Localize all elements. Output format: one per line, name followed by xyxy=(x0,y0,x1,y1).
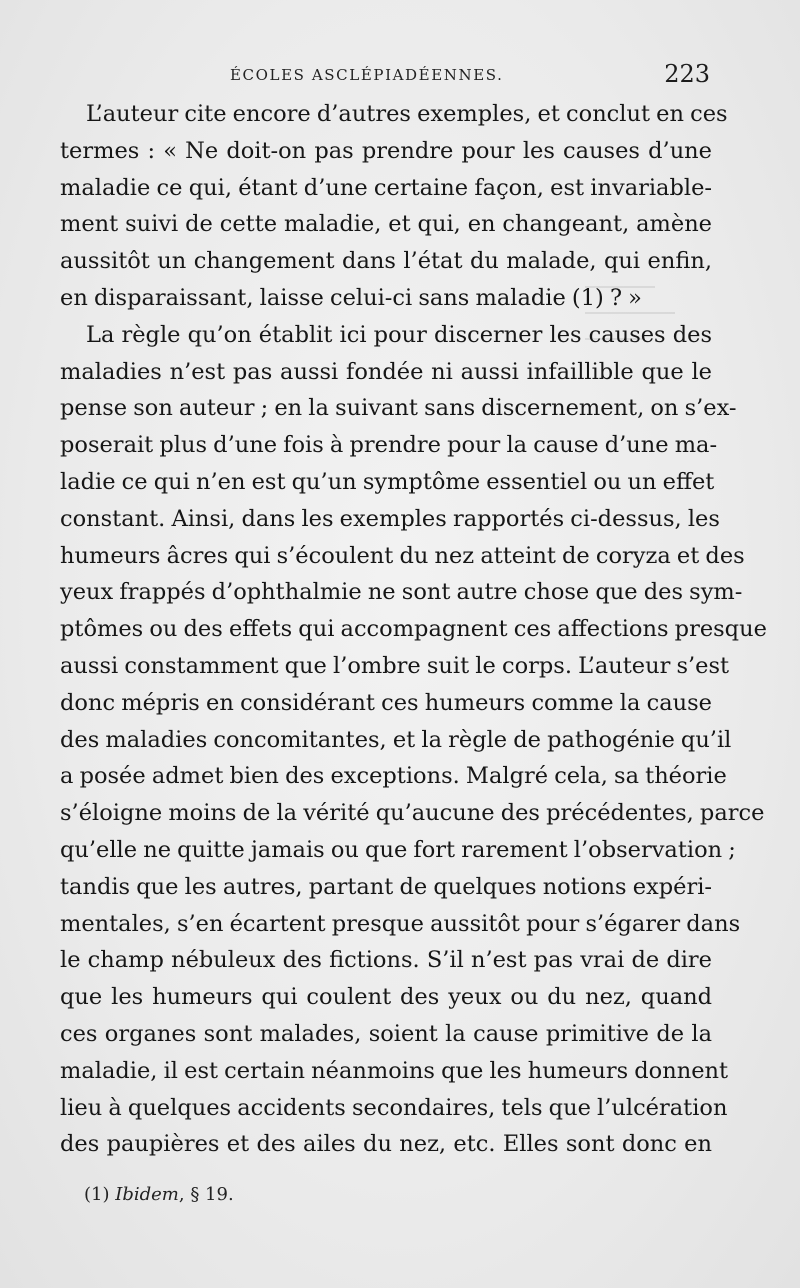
page-number: 223 xyxy=(664,60,710,88)
body-line: en disparaissant, laisse celui-ci sans maladie (1) ? » xyxy=(60,284,642,311)
body-line: que les humeurs qui coulent des yeux ou du nez, quand xyxy=(60,984,712,1011)
body-line: maladie, il est certain néanmoins que les humeurs donnent xyxy=(60,1057,729,1084)
body-line: ces organes sont malades, soient la cause primitive de la xyxy=(60,1020,712,1047)
body-line: ladie ce qui n’en est qu’un symptôme essentiel ou un effet xyxy=(60,468,715,495)
body-line: yeux frappés d’ophthalmie ne sont autre chose que des sym- xyxy=(60,579,743,606)
body-line: pense son auteur ; en la suivant sans discernement, on s’ex- xyxy=(60,395,737,422)
footnote-marker: (1) xyxy=(84,1184,110,1205)
body-line: le champ nébuleux des fictions. S’il n’est pas vrai de dire xyxy=(60,947,712,974)
body-text xyxy=(60,96,767,1163)
footnote-section: , § 19. xyxy=(178,1184,234,1205)
body-line: a posée admet bien des exceptions. Malgré cela, sa théorie xyxy=(60,763,727,790)
body-line: lieu à quelques accidents secondaires, tels que l’ulcération xyxy=(60,1094,728,1121)
body-line: s’éloigne moins de la vérité qu’aucune des précédentes, parce xyxy=(60,800,765,827)
body-line: humeurs âcres qui s’écoulent du nez atteint de coryza et des xyxy=(60,542,745,569)
body-line: qu’elle ne quitte jamais ou que fort rarement l’observation ; xyxy=(60,836,736,863)
body-line: aussi constamment que l’ombre suit le corps. L’auteur s’est xyxy=(60,652,730,679)
body-line: L’auteur cite encore d’autres exemples, et conclut en ces xyxy=(86,101,728,127)
page-header xyxy=(60,60,710,96)
body-line: mentales, s’en écartent presque aussitôt pour s’égarer dans xyxy=(60,910,741,937)
footnote xyxy=(84,1184,234,1205)
body-line: poserait plus d’une fois à prendre pour la cause d’une ma- xyxy=(60,432,718,459)
body-line: termes : « Ne doit-on pas prendre pour les causes d’une xyxy=(60,137,712,164)
body-line: ment suivi de cette maladie, et qui, en changeant, amène xyxy=(60,211,712,238)
body-line: La règle qu’on établit ici pour discerner les causes des xyxy=(86,321,712,348)
body-line: des maladies concomitantes, et la règle de pathogénie qu’il xyxy=(60,726,732,753)
body-line: maladie ce qui, étant d’une certaine façon, est invariable- xyxy=(60,174,712,201)
body-line: aussitôt un changement dans l’état du malade, qui enfin, xyxy=(60,248,712,275)
body-line: tandis que les autres, partant de quelques notions expéri- xyxy=(60,873,712,900)
body-line: des paupières et des ailes du nez, etc. Elles sont donc en xyxy=(60,1131,712,1158)
body-line: ptômes ou des effets qui accompagnent ces affections presque xyxy=(60,616,767,643)
body-line: maladies n’est pas aussi fondée ni aussi infaillible que le xyxy=(60,358,712,385)
body-line: constant. Ainsi, dans les exemples rapportés ci-dessus, les xyxy=(60,505,720,532)
footnote-source: Ibidem xyxy=(115,1184,179,1205)
running-title: ÉCOLES ASCLÉPIADÉENNES. xyxy=(230,66,504,84)
body-line: donc mépris en considérant ces humeurs comme la cause xyxy=(60,689,712,716)
